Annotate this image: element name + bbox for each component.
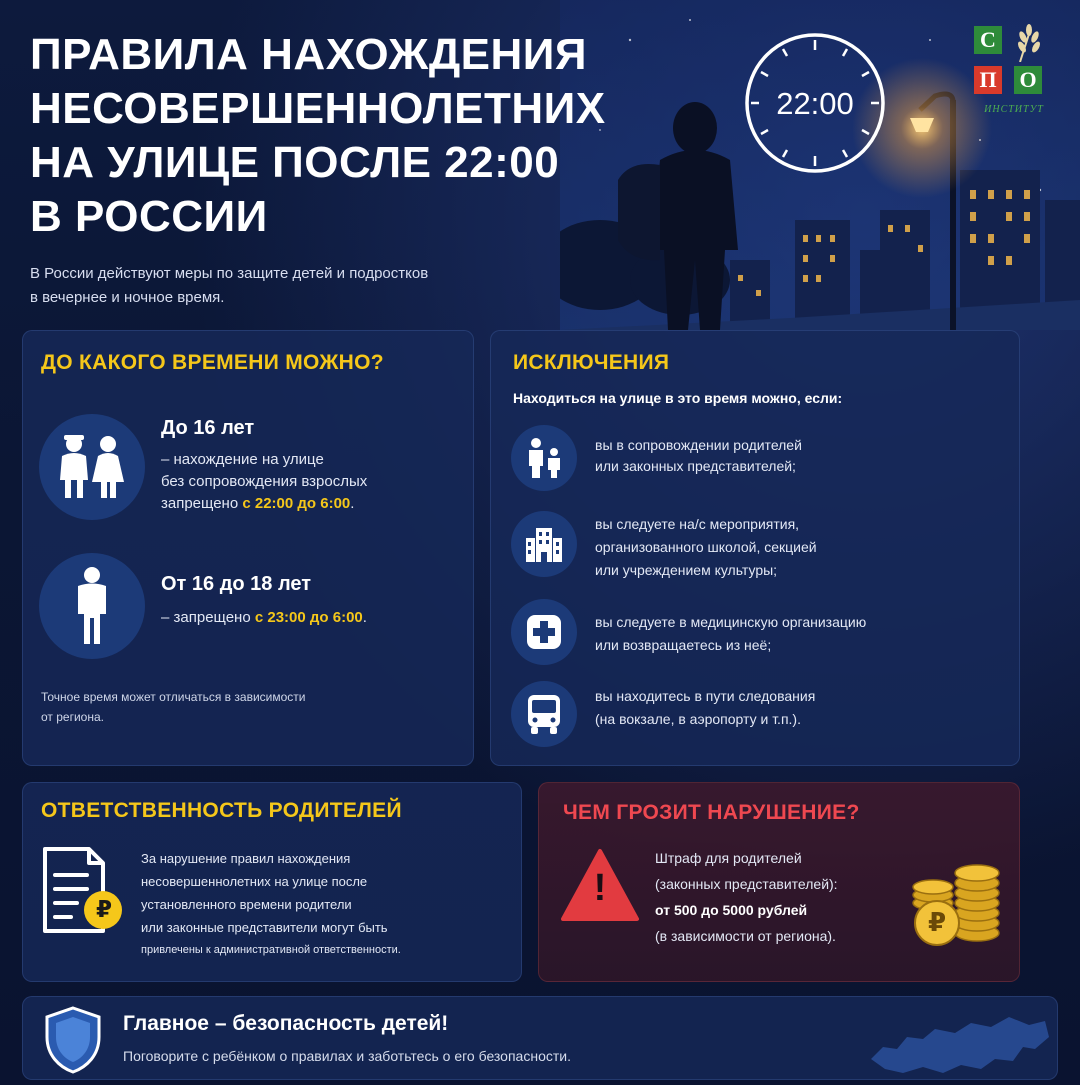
children-icon xyxy=(39,414,145,520)
under16-line-3 xyxy=(161,493,471,515)
penalty-line-1: Штраф для родителей xyxy=(655,850,802,866)
under16-period: . xyxy=(350,495,355,512)
exception-1-line-2: или законных представителей; xyxy=(595,458,796,474)
exception-3-line-1: вы следуете в медицинскую организацию xyxy=(595,614,867,630)
exceptions-panel xyxy=(490,330,1020,766)
penalty-description xyxy=(655,845,905,949)
region-note-line-1: Точное время может отличаться в зависимости xyxy=(41,690,306,704)
logo-caption: ИНСТИТУТ xyxy=(984,104,1044,115)
warning-exclamation: ! xyxy=(593,867,607,909)
building-icon xyxy=(511,511,577,577)
teen-icon xyxy=(39,553,145,659)
exception-item-2 xyxy=(595,513,995,582)
parents-line-5: привлечены к административной ответственности. xyxy=(141,944,401,956)
age16to18-heading: От 16 до 18 лет xyxy=(161,573,312,595)
footer-text: Поговорите с ребёнком о правилах и заботьтесь о его безопасности. xyxy=(123,1048,571,1064)
time-limits-panel xyxy=(22,330,474,766)
ruble-sign: ₽ xyxy=(95,896,112,922)
logo-letter-s: С xyxy=(974,26,1002,54)
parents-line-4: или законные представители могут быть xyxy=(141,920,388,935)
under16-description xyxy=(161,449,471,515)
page-subtitle xyxy=(30,262,590,310)
under16-forbidden-text: запрещено xyxy=(161,495,243,512)
exception-3-line-2: или возвращаетесь из неё; xyxy=(595,637,772,653)
institute-logo xyxy=(970,22,1058,122)
exception-item-1 xyxy=(595,435,995,477)
exception-2-line-2: организованного школой, секцией xyxy=(595,539,817,555)
time-panel-title: ДО КАКОГО ВРЕМЕНИ МОЖНО? xyxy=(41,351,384,374)
age16to18-period: . xyxy=(362,609,367,626)
parents-line-3: установленного времени родители xyxy=(141,897,352,912)
footer-title: Главное – безопасность детей! xyxy=(123,1012,449,1035)
logo-letter-o: О xyxy=(1014,66,1042,94)
penalty-panel-title: ЧЕМ ГРОЗИТ НАРУШЕНИЕ? xyxy=(563,801,860,824)
logo-letter-p: П xyxy=(974,66,1002,94)
subtitle-line-2: в вечернее и ночное время. xyxy=(30,289,225,306)
exception-item-4 xyxy=(595,685,995,731)
exception-item-3 xyxy=(595,611,1005,657)
wheat-icon xyxy=(1012,22,1046,62)
exception-2-line-3: или учреждением культуры; xyxy=(595,562,778,578)
bus-icon xyxy=(511,681,577,747)
title-line-1: ПРАВИЛА НАХОЖДЕНИЯ xyxy=(30,30,588,79)
coins-icon xyxy=(911,857,1007,953)
parents-line-2: несовершеннолетних на улице после xyxy=(141,874,368,889)
under16-line-1: – нахождение на улице xyxy=(161,451,324,468)
parents-responsibility-panel xyxy=(22,782,522,982)
medical-cross-icon xyxy=(511,599,577,665)
title-line-4: В РОССИИ xyxy=(30,192,268,241)
under16-line-2: без сопровождения взрослых xyxy=(161,473,368,490)
coin-ruble-sign: ₽ xyxy=(927,907,947,937)
region-note-line-2: от региона. xyxy=(41,710,104,724)
exception-2-line-1: вы следуете на/с мероприятия, xyxy=(595,516,800,532)
page-title xyxy=(30,28,630,244)
parents-panel-title: ОТВЕТСТВЕННОСТЬ РОДИТЕЛЕЙ xyxy=(41,799,402,822)
region-note xyxy=(41,687,305,727)
under16-heading: До 16 лет xyxy=(161,417,255,439)
exception-1-line-1: вы в сопровождении родителей xyxy=(595,437,802,453)
exception-4-line-2: (на вокзале, в аэропорту и т.п.). xyxy=(595,711,801,727)
parents-description xyxy=(141,847,519,962)
subtitle-line-1: В России действуют меры по защите детей и подростков xyxy=(30,265,429,282)
penalty-panel xyxy=(538,782,1020,982)
russia-map-icon xyxy=(863,1007,1053,1080)
exception-4-line-1: вы находитесь в пути следования xyxy=(595,688,816,704)
exceptions-title: ИСКЛЮЧЕНИЯ xyxy=(513,351,670,374)
age16to18-forbidden-text: – запрещено xyxy=(161,609,255,626)
shield-icon xyxy=(43,1005,103,1075)
penalty-line-2: (законных представителей): xyxy=(655,876,838,892)
penalty-line-4: (в зависимости от региона). xyxy=(655,928,836,944)
parent-child-icon xyxy=(511,425,577,491)
exceptions-subtitle: Находиться на улице в это время можно, если: xyxy=(513,390,843,406)
age16to18-description xyxy=(161,607,471,629)
penalty-amount: от 500 до 5000 рублей xyxy=(655,902,808,918)
footer-panel xyxy=(22,996,1058,1080)
age16to18-time-range: с 23:00 до 6:00 xyxy=(254,609,363,626)
clock-time-label: 22:00 xyxy=(776,86,854,121)
parents-line-1: За нарушение правил нахождения xyxy=(141,851,351,866)
under16-time-range: с 22:00 до 6:00 xyxy=(242,495,351,512)
title-line-3: НА УЛИЦЕ ПОСЛЕ 22:00 xyxy=(30,138,560,187)
title-line-2: НЕСОВЕРШЕННОЛЕТНИХ xyxy=(30,84,606,133)
